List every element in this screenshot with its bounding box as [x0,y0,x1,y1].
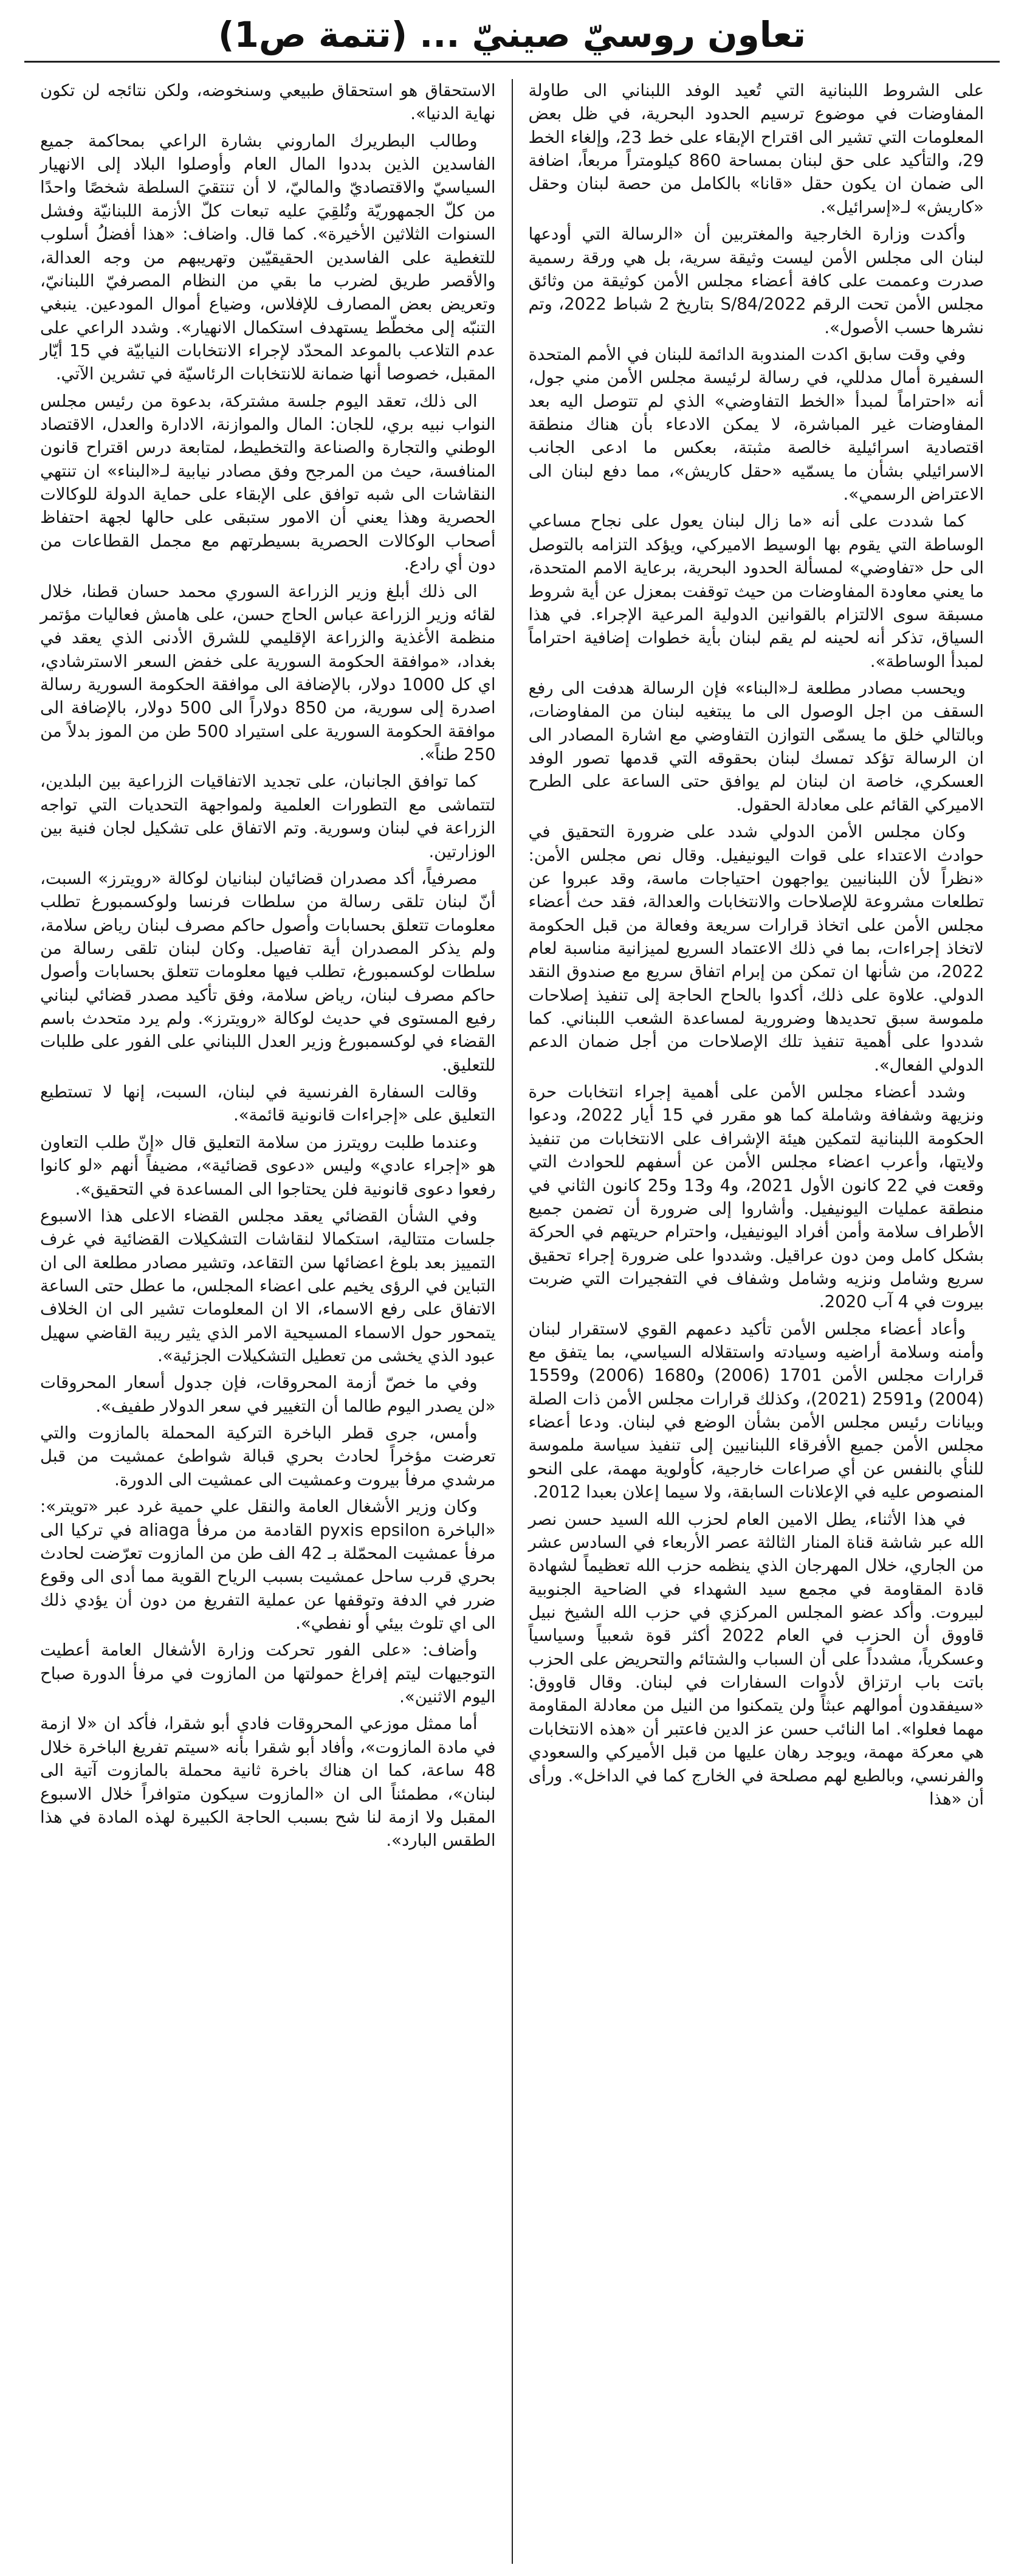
article-paragraph: وفي الشأن القضائي يعقد مجلس القضاء الاعلى هذا الاسبوع جلسات متتالية، استكمالا لنقاشات التشكيلات القضائية في غرف التمييز بعد بلوغ اعضائها سن التقاعد، وتشير مصادر مطلعة الى ان التباين في الرؤى يخيم على اعضاء المجلس، ما عطل حتى الساعة الاتفاق على رفع الاسماء، الا ان المعلومات تشير الى ان الخلاف يتمحور حول الاسماء المسيحية الامر الذي يثير ريبة القاضي سهيل عبود الذي يخشى من تعطيل التشكيلات الجزئية». [40,1206,496,1366]
article-paragraph: الى ذلك أبلغ وزير الزراعة السوري محمد حسان قطنا، خلال لقائه وزير الزراعة عباس الحاج حسن، على هامش فعاليات مؤتمر منظمة الأغذية والزراعة الإقليمي للشرق الأدنى الذي يعقد في بغداد، «موافقة الحكومة السورية على خفض السعر الاسترشادي، اي كل 1000 دولار، بالإضافة الى موافقة الحكومة السورية رسالة اصدرة إلى سورية، من 850 دولاراً الى 500 دولار، بالإضافة الى موافقة الحكومة السورية على استيراد 500 طن من الموز بدلاً من 250 طناً». [40,581,496,765]
article-paragraph: وكان وزير الأشغال العامة والنقل علي حمية غرد عبر «تويتر»: «الباخرة pyxis epsilon القادمة من مرفأ aliaga في تركيا الى مرفأ عمشيت المحمّلة بـ 42 الف طن من المازوت تعرّضت لحادث بحري قرب ساحل عمشيت بسبب الرياح القوية مما أدى الى وقوع ضرر في الدفة وتوقفها عن عملية التفريغ من دون أن يؤدي ذلك الى اي تلوث بيئي أو نفطي». [40,1497,496,1633]
article-paragraph: وطالب البطريرك الماروني بشارة الراعي بمحاكمة جميع الفاسدين الذين بددوا المال العام وأوصلوا البلاد إلى الانهيار السياسيّ والاقتصاديّ والماليّ، لا أن تنتقيَ السلطة شخصًا واحدًا من كلّ الجمهوريّة وتُلقِيَ عليه تبعات كلّ الأزمة اللبنانيّة وفشل السنوات الثلاثين الأخيرة». كما قال. واضاف: «هذا أفضلُ أسلوب للتغطية على الفاسدين الحقيقيّين وتهريبهم من وجه العدالة، والأقصر طريق لضرب ما بقي من النظام المصرفيّ اللبنانيّ، وتعريض بعض المصارف للإفلاس، وضياع أموال المودعين. ينبغي التنبّه إلى مخطّط يستهدف استكمال الانهيار». وشدد الراعي على عدم التلاعب بالموعد المحدّد لإجراء الانتخابات النيابيّة في 15 أيّار المقبل، خصوصا أنها ضمانة للانتخابات الرئاسيّة في تشرين الآتي. [40,131,496,384]
article-paragraph: وشدد أعضاء مجلس الأمن على أهمية إجراء انتخابات حرة ونزيهة وشفافة وشاملة كما هو مقرر في 15 أيار 2022، ودعوا الحكومة اللبنانية لتمكين هيئة الإشراف على الانتخابات من تنفيذ ولايتها، وأعرب اعضاء مجلس الأمن عن أسفهم للحوادث التي وقعت في 22 كانون الأول 2021، و4 و13 و25 كانون الثاني في منطقة عمليات اليونيفيل. وأشاروا إلى ضرورة أن تضمن جميع الأطراف سلامة وأمن أفراد اليونيفيل، واحترام حريتهم في الحركة بشكل كامل ومن دون عراقيل. وشددوا على ضرورة إجراء تحقيق سريع وشامل ونزيه وشامل وشفاف في التفجيرات التي ضربت بيروت في 4 آب 2020. [528,1082,984,1312]
article-paragraph: أما ممثل موزعي المحروقات فادي أبو شقرا، فأكد ان «لا ازمة في مادة المازوت»، وأفاد أبو شقرا بأنه «سيتم تفريغ الباخرة خلال 48 ساعة، كما ان هناك باخرة ثانية محملة بالمازوت آتية الى لبنان»، مطمئناً الى ان «المازوت سيكون متوافراً خلال الاسبوع المقبل ولا ازمة لنا شح بسبب الحاجة الكبيرة لهذه المادة في هذا الطقس البارد». [40,1714,496,1851]
article-paragraph: وأكدت وزارة الخارجية والمغتربين أن «الرسالة التي أودعها لبنان الى مجلس الأمن ليست وثيقة سرية، بل هي ورقة رسمية صدرت وعممت على كافة أعضاء مجلس الأمن كوثيقة من وثائق مجلس الأمن تحت الرقم 2022/S/84 بتاريخ 2 شباط 2022، وتم نشرها حسب الأصول». [528,224,984,337]
headline: تعاون روسيّ صينيّ ... (تتمة ص1) [218,14,806,55]
article-paragraph: في هذا الأثناء، يطل الامين العام لحزب الله السيد حسن نصر الله عبر شاشة قناة المنار الثالثة عصر الأربعاء في السادس عشر من الجاري، خلال المهرجان الذي ينظمه حزب الله تعظيماً لشهادة قادة المقاومة في مجمع سيد الشهداء في الضاحية الجنوبية لبيروت. وأكد عضو المجلس المركزي في حزب الله الشيخ نبيل قاووق أن الحزب في العام 2022 أكثر قوة شعبياً وسياسياً وعسكرياً، مشدداً على أن السباب والشتائم والتحريض على الحزب باتت باب ارتزاق لأدوات السفارات في لبنان. وقال قاووق: «سيفقدون أموالهم عبثاً ولن يتمكنوا من النيل من معادلة المقاومة مهما فعلوا». اما النائب حسن عز الدين فاعتبر أن «هذه الانتخابات هي معركة مهمة، ويوجد رهان عليها من قبل الأميركي والسعودي والفرنسي، وبالطبع لهم مصلحة في الخارج كما في الداخل». ورأى أن «هذا [528,1509,984,1809]
article-paragraph: وعندما طلبت رويترز من سلامة التعليق قال «إنّ طلب التعاون هو «إجراء عادي» وليس «دعوى قضائية»، مضيفاً أنهم «لو كانوا رفعوا دعوى قانونية فلن يحتاجوا الى المساعدة في التحقيق». [40,1132,496,1199]
article-paragraph: وفي وقت سابق اكدت المندوبة الدائمة للبنان في الأمم المتحدة السفيرة أمال مدللي، في رسالة لرئيسة مجلس الأمن مني جول، أنه «احتراماً لمبدأ «الخط التفاوضي» الذي لم تتوصل اليه بعد المفاوضات غير المباشرة، لا يمكن الادعاء بأن هناك منطقة اقتصادية اسرائيلية خالصة مثبتة، بعكس ما ادعى الجانب الاسرائيلي بشأن ما يسمّيه «حقل كاريش»، مما دفع لبنان الى الاعتراض الرسمي». [528,344,984,505]
article-paragraph: كما شددت على أنه «ما زال لبنان يعول على نجاح مساعي الوساطة التي يقوم بها الوسيط الاميركي، ويؤكد التزامه بالتوصل الى حل «تفاوضي» لمسألة الحدود البحرية، برعاية الامم المتحدة، ما يعني معاودة المفاوضات من حيث توقفت بمعزل عن أية شروط مسبقة سوى الالتزام بالقوانين الدولية المرعية الإجراء. في هذا السياق، تذكر أنه لحينه لم يقم لبنان بأية خطوات إضافية احتراماً لمبدأ الوساطة». [528,511,984,671]
article-column-right [513,79,1000,2564]
article-paragraph: على الشروط اللبنانية التي تُعيد الوفد اللبناني الى طاولة المفاوضات في موضوع ترسيم الحدود البحرية، في ظل بعض المعلومات التي تشير الى اقتراح الإبقاء على خط 23، وإلغاء الخط 29، والتأكيد على حق لبنان بمساحة 860 كيلومتراً مربعاً، اضافة الى ضمان ان يكون حقل «قانا» بالكامل من حصة لبنان وحقل «كاريش» لـ«إسرائيل». [528,81,984,217]
article-paragraph: وأمس، جرى قطر الباخرة التركية المحملة بالمازوت والتي تعرضت مؤخراً لحادث بحري قبالة شواطئ عمشيت من قبل مرشدي مرفأ بيروت وعمشيت الى عمشيت الى الدورة. [40,1423,496,1490]
article-paragraph: الى ذلك، تعقد اليوم جلسة مشتركة، بدعوة من رئيس مجلس النواب نبيه بري، للجان: المال والموازنة، الادارة والعدل، الاقتصاد الوطني والتجارة والصناعة والتخطيط، لمتابعة درس اقتراح قانون المنافسة، حيث من المرجح وفق مصادر نيابية لـ«البناء» ان تنتهي النقاشات الى شبه توافق على الإبقاء على حماية الدولة للوكالات الحصرية وهذا يعني أن الامور ستبقى على حالها لجهة احتفاظ أصحاب الوكالات الحصرية بسيطرتهم مع مجمل القطاعات من دون أي رادع. [40,391,496,575]
article-paragraph: كما توافق الجانبان، على تجديد الاتفاقيات الزراعية بين البلدين، لتتماشى مع التطورات العلمية ولمواجهة التحديات التي تواجه الزراعة في لبنان وسورية. وتم الاتفاق على تشكيل لجان فنية بين الوزارتين. [40,772,496,862]
article-columns [24,79,1000,2564]
article-paragraph: وأعاد أعضاء مجلس الأمن تأكيد دعمهم القوي لاستقرار لبنان وأمنه وسلامة أراضيه وسيادته واستقلاله السياسي، بما يتفق مع قرارات مجلس الأمن 1701 (2006) و1680 (2006) و1559 (2004) و2591 (2021)، وكذلك قرارات مجلس الأمن ذات الصلة وبيانات رئيس مجلس الأمن بشأن الوضع في لبنان. ودعا أعضاء مجلس الأمن جميع الأفرقاء اللبنانيين إلى تنفيذ سياسة ملموسة للنأي بالنفس عن أي صراعات خارجية، كأولوية مهمة، على النحو المنصوص عليه في الإعلانات السابقة، ولا سيما إعلان بعبدا 2012. [528,1319,984,1502]
article-paragraph: وقالت السفارة الفرنسية في لبنان، السبت، إنها لا تستطيع التعليق على «إجراءات قانونية قائمة». [40,1082,496,1125]
article-paragraph: وكان مجلس الأمن الدولي شدد على ضرورة التحقيق في حوادث الاعتداء على قوات اليونيفيل. وقال نص مجلس الأمن: «نظراً لأن اللبنانيين يواجهون احتياجات ماسة، وقد عبروا عن تطلعات مشروعة للإصلاحات والانتخابات والعدالة، فقد حث أعضاء مجلس الأمن على اتخاذ قرارات سريعة وفعالة من قبل الحكومة لاتخاذ إجراءات، بما في ذلك الاعتماد السريع لميزانية مناسبة لعام 2022، من شأنها ان تمكن من إبرام اتفاق سريع مع صندوق النقد الدولي. علاوة على ذلك، أكدوا بالحاح الحاجة إلى تنفيذ إصلاحات ملموسة سبق تحديدها وضرورية لمساعدة الشعب اللبناني. كما شددوا على أهمية تنفيذ تلك الإصلاحات من أجل ضمان الدعم الدولي الفعال». [528,822,984,1075]
article-paragraph: وأضاف: «على الفور تحركت وزارة الأشغال العامة أعطيت التوجيهات ليتم إفراغ حمولتها من المازوت في مرفأ الدورة صباح اليوم الاثنين». [40,1640,496,1707]
article-paragraph: مصرفياً، أكد مصدران قضائيان لبنانيان لوكالة «رويترز» السبت، أنّ لبنان تلقى رسالة من سلطات فرنسا ولوكسمبورغ تطلب معلومات تتعلق بحسابات وأصول حاكم مصرف لبنان رياض سلامة، ولم يذكر المصدران أية تفاصيل. وكان لبنان تلقى رسالة من سلطات لوكسمبورغ، تطلب فيها معلومات تتعلق بحسابات وأصول حاكم مصرف لبنان، رياض سلامة، وفق تأكيد مصدر قضائي لبناني رفيع المستوى في حديث لوكالة «رويترز». ولم يرد متحدث باسم القضاء في لوكسمبورغ وزير العدل اللبناني على الفور على طلبات للتعليق. [40,868,496,1075]
article-paragraph: الاستحقاق هو استحقاق طبيعي وسنخوضه، ولكن نتائجه لن تكون نهاية الدنيا». [40,81,496,124]
article-column-left [24,79,513,2564]
headline-bar [24,9,1000,63]
article-paragraph: ويحسب مصادر مطلعة لـ«البناء» فإن الرسالة هدفت الى رفع السقف من اجل الوصول الى ما يبتغيه لبنان من المفاوضات، وبالتالي خلق ما يسمّى التوازن التفاوضي مع اشارة المصادر الى ان الرسالة تؤكد تمسك لبنان بحقوقه التي قدمها تصور الوفد العسكري، خاصة ان لبنان لم يوافق حتى الساعة على الطرح الاميركي القائم على معادلة الحقول. [528,678,984,815]
article-paragraph: وفي ما خصّ أزمة المحروقات، فإن جدول أسعار المحروقات «لن يصدر اليوم طالما أن التغيير في سعر الدولار طفيف». [40,1373,496,1416]
